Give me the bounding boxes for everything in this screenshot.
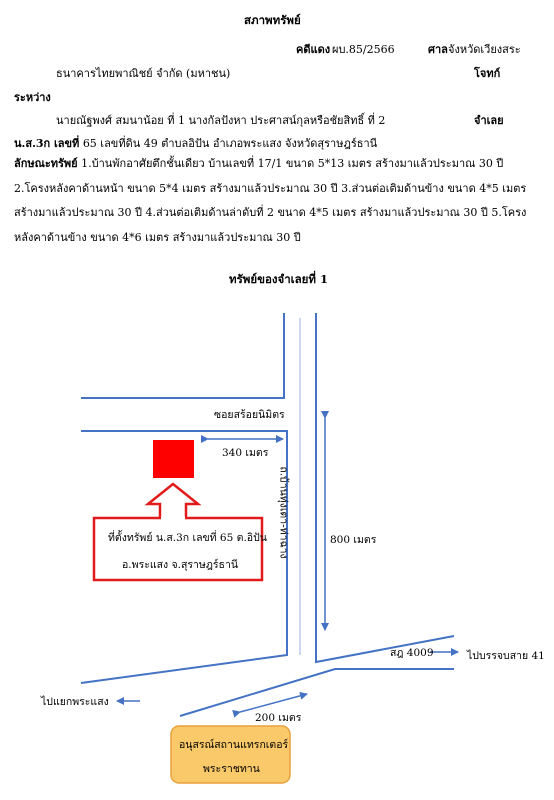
dist-800-label: 800 เมตร: [330, 534, 377, 546]
monument-line-2: พระราชทาน: [203, 763, 260, 775]
deed-label: น.ส.3ก เลขที่: [14, 137, 80, 150]
to-right-label: ไปบรรจบสาย 41: [467, 650, 545, 662]
road-bottom-right-edge: [180, 669, 454, 716]
case-label: คดีแดง: [296, 43, 331, 56]
monument-line-1: อนุสรณ์สถานแทรกเตอร์: [179, 739, 289, 751]
map-title: ทรัพย์ของจำเลยที่ 1: [229, 272, 328, 286]
case-number: ผบ.85/2566: [332, 43, 395, 56]
property-pointer-arrow: [148, 484, 198, 518]
location-line-2: อ.พระแสง จ.สุราษฎร์ธานี: [122, 559, 239, 571]
document-title: สภาพทรัพย์: [244, 13, 301, 27]
property-marker: [153, 440, 194, 478]
between-label: ระหว่าง: [14, 91, 51, 104]
court-label: ศาล: [428, 43, 448, 56]
defendant-names: นายณัฐพงศ์ สมนาน้อย ที่ 1 นางกัลปังหา ประศาสน์กุลหรือชัยสิทธิ์ ที่ 2: [56, 114, 386, 127]
description-label: ลักษณะทรัพย์: [14, 157, 78, 170]
deed-text: 65 เลขที่ดิน 49 ตำบลอิปัน อำเภอพระแสง จังหวัดสุราษฎร์ธานี: [82, 137, 378, 150]
dist-340-label: 340 เมตร: [222, 447, 269, 459]
court-name: จังหวัดเวียงสระ: [448, 43, 521, 56]
location-line-1: ที่ตั้งทรัพย์ น.ส.3ก เลขที่ 65 ต.อิปัน: [108, 532, 267, 544]
road-right-edge: [316, 313, 454, 662]
defendant-role: จำเลย: [474, 114, 504, 127]
plaintiff-role: โจทก์: [474, 67, 501, 80]
vertical-road-label: ถ.บ้านทุ่งเตา-ท่าฉาง: [277, 466, 290, 559]
to-left-label: ไปแยกพระแสง: [41, 696, 109, 708]
route-label: สฎ 4009: [390, 647, 434, 659]
road-upper-left-edge: [81, 313, 284, 398]
description-text: 1.บ้านพักอาศัยตึกชั้นเดียว บ้านเลขที่ 17/1 ขนาด 5*13 เมตร สร้างมาแล้วประมาณ 30 ปี 2.โครงหลังคาด้านหน้า ขนาด 5*4 เมตร สร้างมาแล้วประมาณ 30 ปี 3.ส่วนต่อเติมด้านข้าง ขนาด 4*5 เมตร สร้างมาแล้วประมาณ 30 ปี 4.ส่วนต่อเติมด้านล่าดับที่ 2 ขนาด 4*5 เมตร สร้างมาแล้วประมาณ 30 ปี 5.โครงหลังคาด้านข้าง ขนาด 4*6 เมตร สร้างมาแล้วประมาณ 30 ปี: [14, 157, 527, 244]
plaintiff-name: ธนาคารไทยพาณิชย์ จำกัด (มหาชน): [56, 67, 231, 80]
soi-label: ซอยสร้อยนิมิตร: [214, 409, 285, 421]
dist-200-label: 200 เมตร: [255, 712, 302, 724]
